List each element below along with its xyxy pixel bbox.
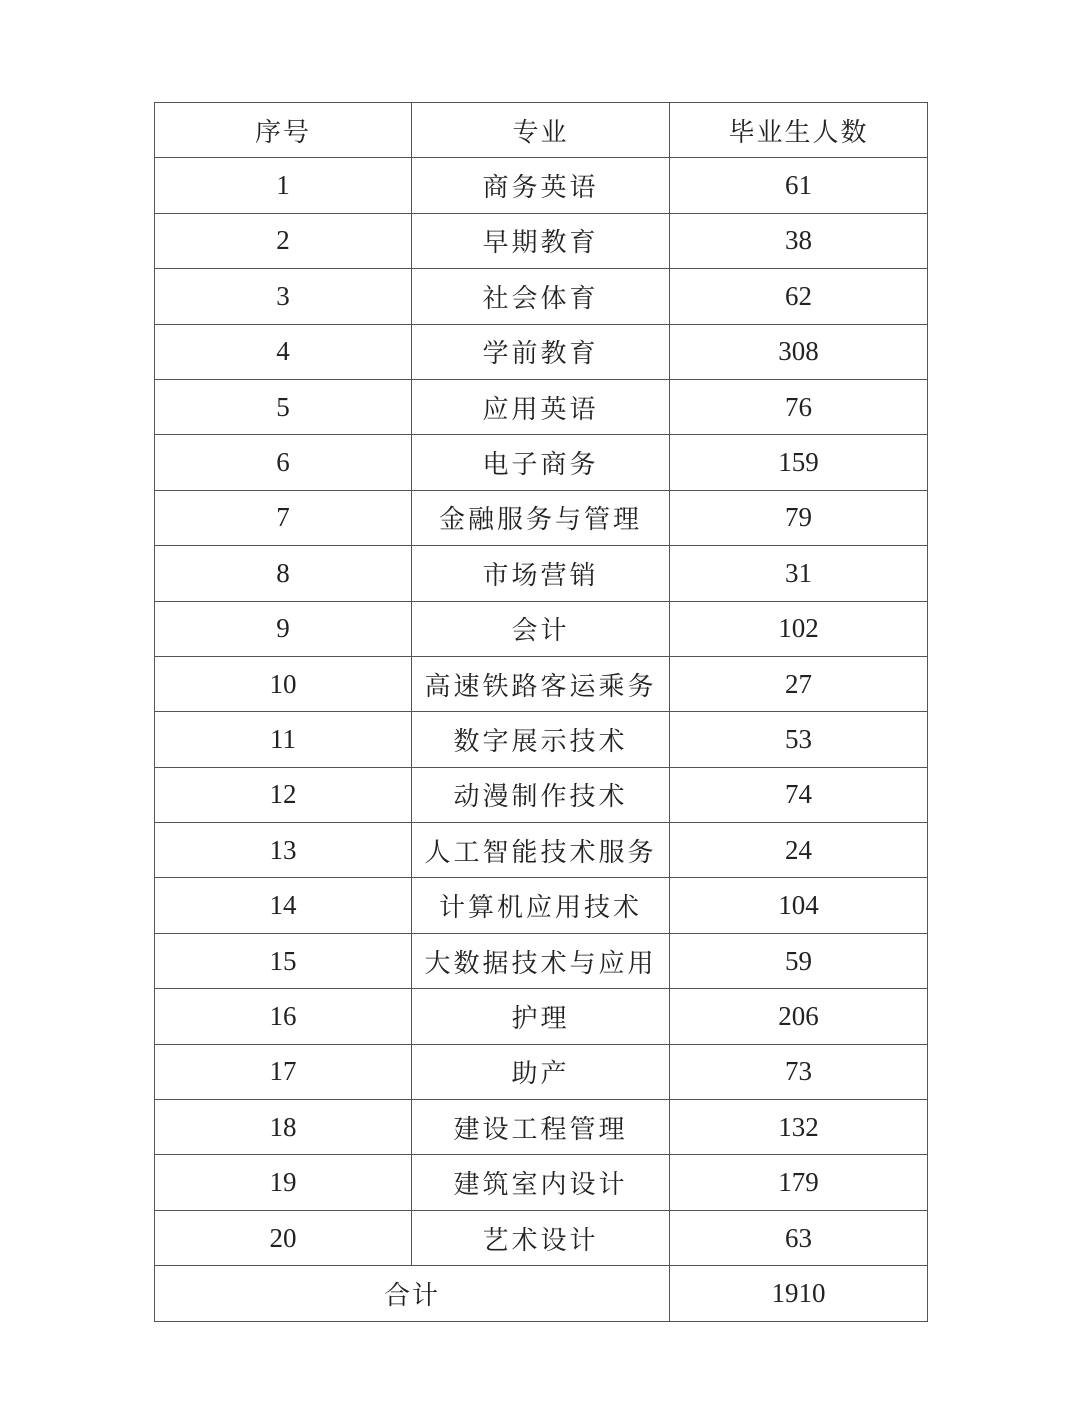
table-row xyxy=(155,1100,928,1155)
table-row xyxy=(155,767,928,822)
table-row xyxy=(155,1210,928,1265)
row-index: 7 xyxy=(155,490,412,545)
row-graduates: 73 xyxy=(670,1044,928,1099)
row-index: 4 xyxy=(155,324,412,379)
table-row xyxy=(155,379,928,434)
row-major: 建筑室内设计 xyxy=(412,1155,670,1210)
row-graduates: 27 xyxy=(670,656,928,711)
table-body xyxy=(155,158,928,1266)
row-graduates: 79 xyxy=(670,490,928,545)
table-row xyxy=(155,269,928,324)
row-index: 2 xyxy=(155,213,412,268)
row-major: 计算机应用技术 xyxy=(412,878,670,933)
row-graduates: 62 xyxy=(670,269,928,324)
table-header-row xyxy=(155,103,928,158)
row-major: 建设工程管理 xyxy=(412,1100,670,1155)
table-row xyxy=(155,933,928,988)
row-major: 动漫制作技术 xyxy=(412,767,670,822)
table-row xyxy=(155,435,928,490)
graduates-by-major-table xyxy=(154,102,928,1322)
graduates-table-container xyxy=(154,102,927,1322)
row-graduates: 59 xyxy=(670,933,928,988)
table-row xyxy=(155,546,928,601)
row-index: 11 xyxy=(155,712,412,767)
row-graduates: 104 xyxy=(670,878,928,933)
row-major: 金融服务与管理 xyxy=(412,490,670,545)
row-graduates: 61 xyxy=(670,158,928,213)
row-index: 15 xyxy=(155,933,412,988)
row-major: 护理 xyxy=(412,989,670,1044)
table-row xyxy=(155,656,928,711)
row-index: 6 xyxy=(155,435,412,490)
row-graduates: 132 xyxy=(670,1100,928,1155)
header-major: 专业 xyxy=(412,103,670,158)
row-index: 1 xyxy=(155,158,412,213)
row-graduates: 74 xyxy=(670,767,928,822)
row-index: 16 xyxy=(155,989,412,1044)
table-total-row xyxy=(155,1266,928,1321)
row-major: 学前教育 xyxy=(412,324,670,379)
row-major: 高速铁路客运乘务 xyxy=(412,656,670,711)
row-index: 18 xyxy=(155,1100,412,1155)
row-graduates: 102 xyxy=(670,601,928,656)
row-major: 助产 xyxy=(412,1044,670,1099)
row-index: 19 xyxy=(155,1155,412,1210)
row-index: 9 xyxy=(155,601,412,656)
row-index: 14 xyxy=(155,878,412,933)
row-index: 17 xyxy=(155,1044,412,1099)
table-row xyxy=(155,712,928,767)
table-row xyxy=(155,1155,928,1210)
row-index: 10 xyxy=(155,656,412,711)
row-major: 电子商务 xyxy=(412,435,670,490)
row-graduates: 31 xyxy=(670,546,928,601)
total-value: 1910 xyxy=(670,1266,928,1321)
row-index: 3 xyxy=(155,269,412,324)
row-graduates: 206 xyxy=(670,989,928,1044)
table-row xyxy=(155,213,928,268)
row-index: 5 xyxy=(155,379,412,434)
row-graduates: 76 xyxy=(670,379,928,434)
row-major: 应用英语 xyxy=(412,379,670,434)
row-graduates: 308 xyxy=(670,324,928,379)
row-graduates: 53 xyxy=(670,712,928,767)
table-row xyxy=(155,158,928,213)
row-graduates: 24 xyxy=(670,823,928,878)
table-row xyxy=(155,324,928,379)
row-major: 艺术设计 xyxy=(412,1210,670,1265)
row-graduates: 179 xyxy=(670,1155,928,1210)
row-major: 商务英语 xyxy=(412,158,670,213)
row-index: 20 xyxy=(155,1210,412,1265)
row-major: 社会体育 xyxy=(412,269,670,324)
header-graduates: 毕业生人数 xyxy=(670,103,928,158)
row-index: 8 xyxy=(155,546,412,601)
table-row xyxy=(155,601,928,656)
header-index: 序号 xyxy=(155,103,412,158)
row-major: 数字展示技术 xyxy=(412,712,670,767)
table-row xyxy=(155,989,928,1044)
row-major: 人工智能技术服务 xyxy=(412,823,670,878)
row-major: 会计 xyxy=(412,601,670,656)
row-graduates: 159 xyxy=(670,435,928,490)
row-index: 13 xyxy=(155,823,412,878)
row-major: 早期教育 xyxy=(412,213,670,268)
table-row xyxy=(155,1044,928,1099)
table-row xyxy=(155,823,928,878)
row-index: 12 xyxy=(155,767,412,822)
table-row xyxy=(155,490,928,545)
table-row xyxy=(155,878,928,933)
total-label: 合计 xyxy=(155,1266,670,1321)
row-graduates: 63 xyxy=(670,1210,928,1265)
row-graduates: 38 xyxy=(670,213,928,268)
row-major: 大数据技术与应用 xyxy=(412,933,670,988)
row-major: 市场营销 xyxy=(412,546,670,601)
